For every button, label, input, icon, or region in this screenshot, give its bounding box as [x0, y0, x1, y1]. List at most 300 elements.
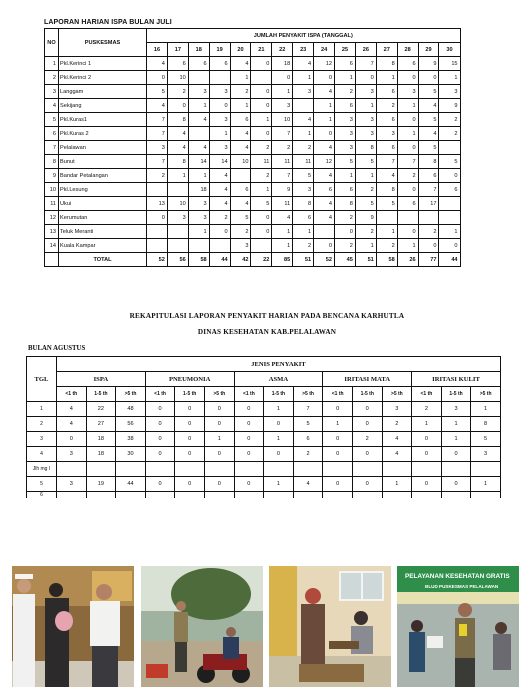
case-count-cell: 0	[57, 432, 87, 447]
case-count-cell: 0	[397, 113, 418, 127]
case-count-cell: 0	[418, 239, 439, 253]
case-count-cell: 6	[188, 57, 209, 71]
date-cell: 4	[27, 447, 57, 462]
row-number: 1	[45, 57, 59, 71]
age-group-header: >5 th	[293, 387, 323, 402]
case-count-cell: 0	[397, 183, 418, 197]
total-cell: 51	[293, 253, 314, 267]
disease-recap-table	[26, 356, 501, 498]
case-count-cell: 0	[234, 447, 264, 462]
case-count-cell: 0	[355, 71, 376, 85]
case-count-cell: 3	[293, 85, 314, 99]
case-count-cell: 0	[272, 71, 293, 85]
case-count-cell	[251, 71, 272, 85]
date-cell: 1	[27, 402, 57, 417]
case-count-cell: 3	[188, 85, 209, 99]
case-count-cell: 1	[264, 477, 294, 492]
case-count-cell: 4	[382, 432, 412, 447]
case-count-cell: 0	[314, 127, 335, 141]
case-count-cell: 0	[264, 447, 294, 462]
case-count-cell: 0	[441, 477, 471, 492]
case-count-cell: 18	[188, 183, 209, 197]
total-cell: 58	[188, 253, 209, 267]
case-count-cell: 0	[323, 432, 353, 447]
case-count-cell: 6	[376, 85, 397, 99]
ispa-daily-table	[44, 28, 461, 267]
case-count-cell: 5	[418, 113, 439, 127]
case-count-cell: 10	[167, 197, 188, 211]
table1-title: LAPORAN HARIAN ISPA BULAN JULI	[44, 19, 172, 26]
case-count-cell: 1	[264, 402, 294, 417]
age-group-header: <1 th	[412, 387, 442, 402]
case-count-cell: 5	[335, 155, 356, 169]
case-count-cell: 2	[418, 225, 439, 239]
row-number: 6	[45, 127, 59, 141]
case-count-cell: 5	[147, 85, 168, 99]
case-count-cell: 7	[293, 402, 323, 417]
case-count-cell: 8	[355, 141, 376, 155]
case-count-cell: 8	[335, 197, 356, 211]
total-cell: 85	[272, 253, 293, 267]
case-count-cell: 3	[167, 211, 188, 225]
row-number: 5	[45, 113, 59, 127]
case-count-cell: 0	[335, 225, 356, 239]
case-count-cell: 10	[230, 155, 251, 169]
case-count-cell: 4	[314, 211, 335, 225]
case-count-cell	[188, 71, 209, 85]
case-count-cell: 1	[355, 99, 376, 113]
case-count-cell	[441, 462, 471, 477]
case-count-cell	[209, 71, 230, 85]
total-cell: 44	[439, 253, 460, 267]
case-count-cell	[86, 462, 116, 477]
table-row	[27, 417, 501, 432]
case-count-cell	[323, 492, 353, 499]
case-count-cell: 8	[376, 57, 397, 71]
table-row	[45, 71, 461, 85]
puskesmas-name: Teluk Meranti	[59, 225, 147, 239]
case-count-cell: 2	[251, 141, 272, 155]
col-header-puskesmas: PUSKESMAS	[59, 29, 147, 57]
case-count-cell: 7	[272, 127, 293, 141]
case-count-cell: 0	[412, 477, 442, 492]
case-count-cell: 3	[188, 211, 209, 225]
total-cell: 22	[251, 253, 272, 267]
case-count-cell	[293, 462, 323, 477]
puskesmas-name: Ukui	[59, 197, 147, 211]
case-count-cell: 4	[382, 447, 412, 462]
case-count-cell	[382, 492, 412, 499]
case-count-cell: 5	[439, 155, 460, 169]
row-number: 11	[45, 197, 59, 211]
case-count-cell: 0	[209, 225, 230, 239]
table-row	[45, 225, 461, 239]
case-count-cell: 2	[397, 169, 418, 183]
case-count-cell: 3	[293, 183, 314, 197]
case-count-cell: 11	[293, 155, 314, 169]
case-count-cell: 2	[355, 225, 376, 239]
table2-title-line2: DINAS KESEHATAN KAB.PELALAWAN	[197, 328, 337, 336]
case-count-cell: 4	[314, 85, 335, 99]
case-count-cell: 4	[293, 477, 323, 492]
date-cell: 6	[27, 492, 57, 499]
disease-group-header: PNEUMONIA	[145, 372, 234, 387]
case-count-cell: 1	[293, 225, 314, 239]
age-group-header: >5 th	[204, 387, 234, 402]
case-count-cell: 1	[441, 432, 471, 447]
case-count-cell: 2	[293, 447, 323, 462]
case-count-cell: 1	[293, 71, 314, 85]
case-count-cell: 2	[352, 432, 382, 447]
age-group-header: 1-5 th	[175, 387, 205, 402]
age-group-header: >5 th	[116, 387, 146, 402]
case-count-cell: 3	[335, 127, 356, 141]
case-count-cell: 12	[314, 155, 335, 169]
case-count-cell: 5	[230, 211, 251, 225]
case-count-cell: 5	[471, 432, 501, 447]
case-count-cell: 4	[167, 127, 188, 141]
case-count-cell: 9	[355, 211, 376, 225]
case-count-cell: 0	[145, 477, 175, 492]
total-cell: 26	[397, 253, 418, 267]
banner-line2: BLUD PUSKESMAS PELALAWAN	[425, 584, 499, 589]
case-count-cell: 5	[418, 85, 439, 99]
case-count-cell	[323, 462, 353, 477]
case-count-cell: 0	[175, 477, 205, 492]
case-count-cell: 3	[382, 402, 412, 417]
case-count-cell: 3	[335, 141, 356, 155]
case-count-cell: 13	[147, 197, 168, 211]
case-count-cell: 1	[204, 432, 234, 447]
puskesmas-name: Kerumutan	[59, 211, 147, 225]
case-count-cell: 1	[323, 417, 353, 432]
case-count-cell: 7	[147, 113, 168, 127]
total-cell: 52	[314, 253, 335, 267]
case-count-cell: 6	[376, 113, 397, 127]
case-count-cell: 1	[376, 225, 397, 239]
case-count-cell	[264, 462, 294, 477]
case-count-cell	[441, 492, 471, 499]
case-count-cell: 0	[145, 402, 175, 417]
case-count-cell: 0	[352, 417, 382, 432]
case-count-cell	[234, 492, 264, 499]
case-count-cell: 7	[376, 155, 397, 169]
case-count-cell: 6	[293, 211, 314, 225]
case-count-cell: 1	[230, 71, 251, 85]
row-number: 12	[45, 211, 59, 225]
case-count-cell: 6	[209, 57, 230, 71]
case-count-cell: 15	[439, 57, 460, 71]
puskesmas-name: Pkl.Kerinci 2	[59, 71, 147, 85]
case-count-cell: 0	[204, 447, 234, 462]
case-count-cell	[204, 492, 234, 499]
case-count-cell: 2	[167, 85, 188, 99]
case-count-cell: 0	[352, 447, 382, 462]
case-count-cell: 1	[412, 417, 442, 432]
case-count-cell	[376, 211, 397, 225]
case-count-cell	[264, 492, 294, 499]
banner-line1: PELAYANAN KESEHATAN GRATIS	[405, 573, 510, 580]
case-count-cell: 6	[293, 432, 323, 447]
table-row	[45, 85, 461, 99]
case-count-cell: 4	[230, 141, 251, 155]
day-header: 25	[335, 43, 356, 57]
case-count-cell	[86, 492, 116, 499]
case-count-cell: 6	[167, 57, 188, 71]
case-count-cell	[167, 225, 188, 239]
case-count-cell: 0	[323, 477, 353, 492]
age-group-header: <1 th	[145, 387, 175, 402]
case-count-cell	[293, 492, 323, 499]
disease-group-row	[27, 372, 501, 387]
case-count-cell: 0	[204, 417, 234, 432]
case-count-cell: 0	[145, 432, 175, 447]
case-count-cell: 5	[355, 155, 376, 169]
case-count-cell: 1	[272, 225, 293, 239]
case-count-cell	[147, 225, 168, 239]
table-row	[45, 183, 461, 197]
day-header: 17	[167, 43, 188, 57]
case-count-cell: 4	[230, 197, 251, 211]
case-count-cell: 4	[314, 141, 335, 155]
case-count-cell: 6	[397, 197, 418, 211]
case-count-cell: 0	[175, 447, 205, 462]
case-count-cell: 3	[335, 113, 356, 127]
case-count-cell	[147, 183, 168, 197]
case-count-cell: 3	[209, 113, 230, 127]
case-count-cell	[175, 462, 205, 477]
case-count-cell: 3	[439, 85, 460, 99]
disease-group-header: ASMA	[234, 372, 323, 387]
puskesmas-name: Pkl.Lesung	[59, 183, 147, 197]
case-count-cell: 8	[293, 197, 314, 211]
case-count-cell: 0	[251, 225, 272, 239]
case-count-cell: 3	[57, 477, 87, 492]
table-row	[45, 211, 461, 225]
case-count-cell: 6	[314, 183, 335, 197]
photo-indoor-health-check	[269, 566, 391, 687]
row-number: 13	[45, 225, 59, 239]
col-header-tgl: TGL	[27, 357, 57, 402]
disease-group-header: ISPA	[57, 372, 146, 387]
case-count-cell: 6	[376, 141, 397, 155]
table-row	[27, 477, 501, 492]
case-count-cell: 0	[418, 71, 439, 85]
puskesmas-name: Kuala Kampar	[59, 239, 147, 253]
case-count-cell: 3	[355, 85, 376, 99]
case-count-cell: 7	[147, 155, 168, 169]
case-count-cell: 0	[441, 447, 471, 462]
case-count-cell: 9	[439, 99, 460, 113]
case-count-cell: 4	[57, 417, 87, 432]
day-header: 18	[188, 43, 209, 57]
case-count-cell: 0	[352, 402, 382, 417]
table-row	[45, 155, 461, 169]
day-header: 24	[314, 43, 335, 57]
case-count-cell: 0	[314, 239, 335, 253]
case-count-cell: 2	[272, 141, 293, 155]
case-count-cell: 6	[230, 113, 251, 127]
case-count-cell	[439, 197, 460, 211]
case-count-cell: 2	[335, 239, 356, 253]
case-count-cell: 19	[86, 477, 116, 492]
day-header: 27	[376, 43, 397, 57]
table2-title-line1: REKAPITULASI LAPORAN PENYAKIT HARIAN PADA BENCANA KARHUTLA	[129, 312, 405, 320]
puskesmas-name: Pkl.Kerinci 1	[59, 57, 147, 71]
case-count-cell: 10	[167, 71, 188, 85]
case-count-cell: 3	[376, 127, 397, 141]
date-cell: 3	[27, 432, 57, 447]
case-count-cell: 6	[397, 57, 418, 71]
case-count-cell: 2	[293, 141, 314, 155]
case-count-cell: 11	[272, 197, 293, 211]
case-count-cell	[116, 462, 146, 477]
case-count-cell: 1	[188, 225, 209, 239]
case-count-cell: 18	[86, 432, 116, 447]
day-header: 23	[293, 43, 314, 57]
case-count-cell: 0	[251, 99, 272, 113]
case-count-cell: 4	[230, 57, 251, 71]
puskesmas-name: Bunut	[59, 155, 147, 169]
case-count-cell: 2	[355, 183, 376, 197]
puskesmas-name: Pkl.Kuras1	[59, 113, 147, 127]
case-count-cell: 4	[418, 99, 439, 113]
case-count-cell: 1	[272, 85, 293, 99]
case-count-cell	[352, 462, 382, 477]
case-count-cell: 4	[188, 113, 209, 127]
date-cell: 5	[27, 477, 57, 492]
table-row	[27, 447, 501, 462]
case-count-cell	[439, 141, 460, 155]
case-count-cell: 5	[376, 197, 397, 211]
case-count-cell: 1	[355, 169, 376, 183]
case-count-cell	[382, 462, 412, 477]
case-count-cell: 2	[376, 239, 397, 253]
case-count-cell: 0	[204, 477, 234, 492]
age-group-header: 1-5 th	[264, 387, 294, 402]
puskesmas-name: Sekijang	[59, 99, 147, 113]
age-group-header: 1-5 th	[441, 387, 471, 402]
case-count-cell: 7	[355, 57, 376, 71]
table-row	[45, 239, 461, 253]
case-count-cell: 11	[272, 155, 293, 169]
case-count-cell	[397, 211, 418, 225]
case-count-cell: 6	[439, 183, 460, 197]
case-count-cell: 1	[251, 183, 272, 197]
case-count-cell: 18	[86, 447, 116, 462]
case-count-cell	[352, 492, 382, 499]
table-row	[27, 462, 501, 477]
case-count-cell: 9	[418, 57, 439, 71]
case-count-cell	[57, 462, 87, 477]
day-header: 26	[355, 43, 376, 57]
photo-health-workers-with-mother	[12, 566, 134, 687]
table-row	[45, 99, 461, 113]
case-count-cell: 7	[418, 183, 439, 197]
table2-month: BULAN AGUSTUS	[28, 345, 86, 352]
row-number: 3	[45, 85, 59, 99]
case-count-cell: 3	[57, 447, 87, 462]
case-count-cell: 5	[251, 197, 272, 211]
case-count-cell: 3	[147, 141, 168, 155]
case-count-cell: 3	[209, 141, 230, 155]
date-cell: 2	[27, 417, 57, 432]
case-count-cell	[314, 225, 335, 239]
case-count-cell: 44	[116, 477, 146, 492]
case-count-cell: 6	[335, 99, 356, 113]
case-count-cell: 1	[188, 99, 209, 113]
case-count-cell: 1	[355, 239, 376, 253]
case-count-cell: 18	[272, 57, 293, 71]
case-count-cell: 14	[209, 155, 230, 169]
row-number: 2	[45, 71, 59, 85]
table-row	[45, 57, 461, 71]
case-count-cell: 2	[412, 402, 442, 417]
case-count-cell: 0	[352, 477, 382, 492]
table-row	[27, 492, 501, 499]
case-count-cell: 0	[234, 477, 264, 492]
case-count-cell: 0	[314, 71, 335, 85]
total-cell: 51	[355, 253, 376, 267]
case-count-cell: 6	[335, 57, 356, 71]
case-count-cell	[57, 492, 87, 499]
table-row	[45, 197, 461, 211]
col-header-jenis: JENIS PENYAKIT	[57, 357, 501, 372]
row-number: 4	[45, 99, 59, 113]
date-cell: Jlh mg I	[27, 462, 57, 477]
day-header: 22	[272, 43, 293, 57]
case-count-cell	[412, 462, 442, 477]
case-count-cell	[204, 462, 234, 477]
case-count-cell: 9	[272, 183, 293, 197]
case-count-cell: 38	[116, 432, 146, 447]
case-count-cell: 2	[382, 417, 412, 432]
case-count-cell: 4	[376, 169, 397, 183]
case-count-cell: 8	[167, 113, 188, 127]
case-count-cell: 3	[230, 239, 251, 253]
case-count-cell: 3	[471, 447, 501, 462]
case-count-cell	[293, 99, 314, 113]
age-group-header: 1-5 th	[352, 387, 382, 402]
case-count-cell: 0	[251, 211, 272, 225]
case-count-cell: 8	[471, 417, 501, 432]
case-count-cell: 4	[314, 197, 335, 211]
day-header: 29	[418, 43, 439, 57]
photo-police-motorcyclist	[141, 566, 263, 687]
case-count-cell: 2	[209, 211, 230, 225]
case-count-cell: 0	[397, 141, 418, 155]
case-count-cell: 2	[293, 239, 314, 253]
case-count-cell: 0	[147, 71, 168, 85]
case-count-cell: 5	[355, 197, 376, 211]
age-group-header: <1 th	[323, 387, 353, 402]
case-count-cell: 0	[251, 127, 272, 141]
case-count-cell: 0	[323, 447, 353, 462]
case-count-cell	[230, 169, 251, 183]
case-count-cell: 1	[230, 99, 251, 113]
case-count-cell: 4	[293, 57, 314, 71]
row-number: 8	[45, 155, 59, 169]
case-count-cell: 0	[204, 402, 234, 417]
case-count-cell: 1	[335, 71, 356, 85]
case-count-cell: 10	[272, 113, 293, 127]
total-cell: 42	[230, 253, 251, 267]
case-count-cell: 1	[272, 239, 293, 253]
day-header: 28	[397, 43, 418, 57]
age-group-header: <1 th	[57, 387, 87, 402]
case-count-cell: 0	[397, 225, 418, 239]
case-count-cell: 1	[471, 477, 501, 492]
